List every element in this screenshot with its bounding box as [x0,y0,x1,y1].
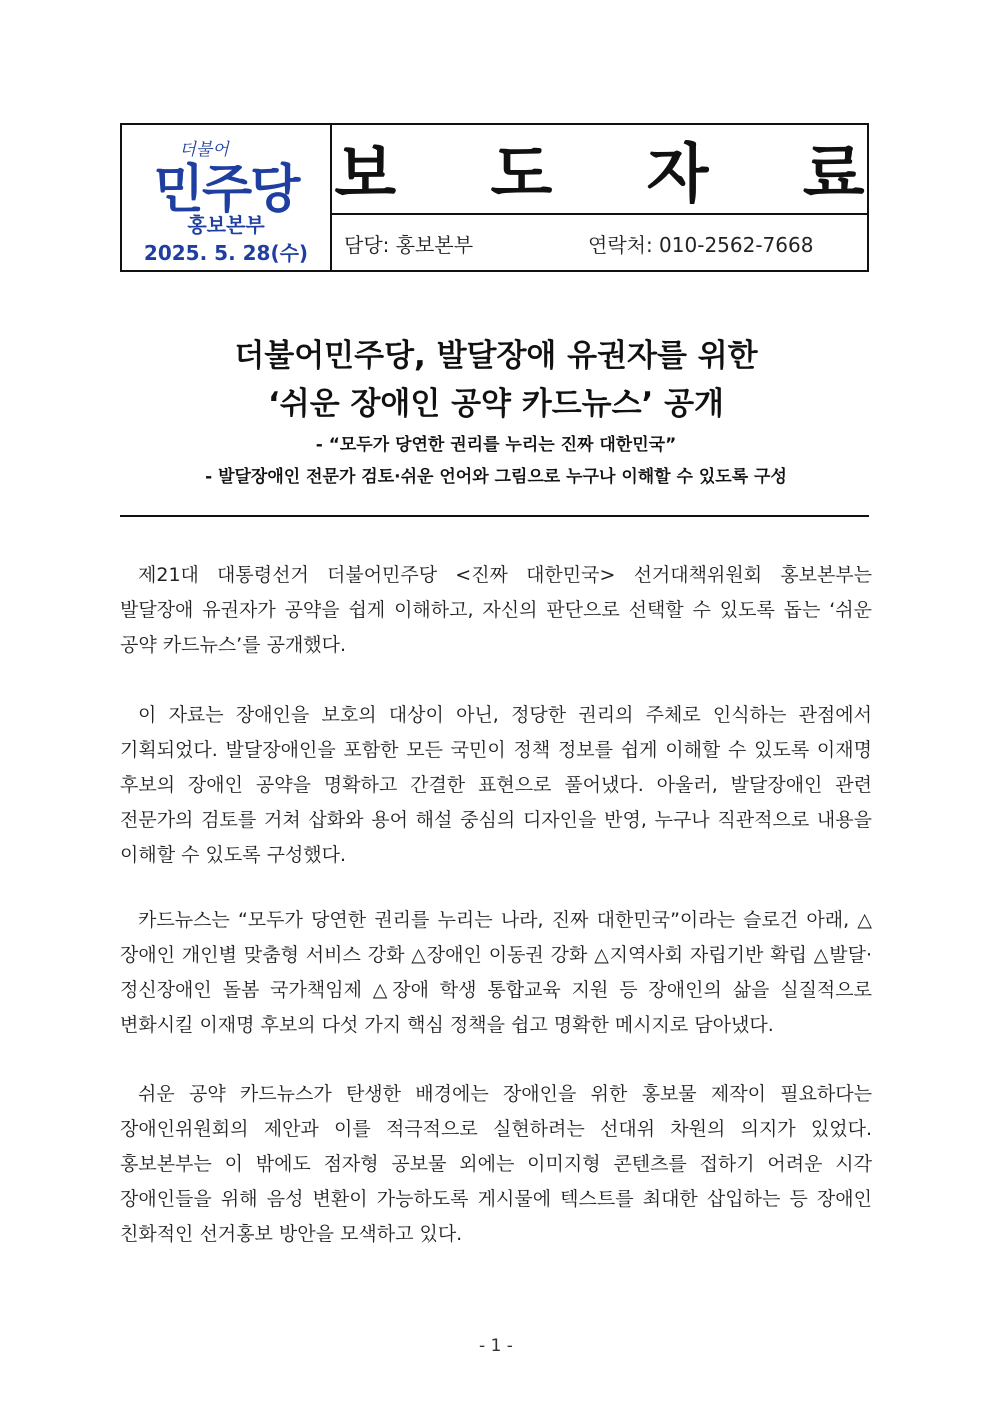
department-label: 홍보본부 [187,213,265,237]
body-paragraph-1: 제21대 대통령선거 더불어민주당 <진짜 대한민국> 선거대책위원회 홍보본부는 발달장애 유권자가 공약을 쉽게 이해하고, 자신의 판단으로 선택할 수 있도록 돕는 ‘쉬운 공약 카드뉴스’를 공개했다. [120,564,872,656]
press-release-title: 보 도 자 료 [334,138,901,212]
headline-line-2: ‘쉬운 장애인 공약 카드뉴스’ 공개 [267,386,725,422]
divider-line [120,515,869,517]
contact-cell [332,215,867,270]
party-logo-cell [122,125,332,270]
press-title-cell [332,125,901,215]
press-header-box [120,123,901,272]
contact-phone: 연락처: 010-2562-7668 [588,233,814,257]
body-paragraph-4: 쉬운 공약 카드뉴스가 탄생한 배경에는 장애인을 위한 홍보물 제작이 필요하다는 장애인위원회의 제안과 이를 적극적으로 실현하려는 선대위 차원의 의지가 있었다. 홍보본부는 이 밖에도 점자형 공보물 외에는 이미지형 콘텐츠를 접하기 어려운 시각 장애인들을 위해 음성 변환이 가능하도록 게시물에 텍스트를 최대한 삽입하는 등 장애인 친화적인 선거홍보 방안을 모색하고 있다. [120,1083,872,1245]
subtitle-2: - 발달장애인 전문가 검토·쉬운 언어와 그림으로 누구나 이해할 수 있도록 구성 [205,467,787,487]
body-paragraph-3: 카드뉴스는 “모두가 당연한 권리를 누리는 나라, 진짜 대한민국”이라는 슬로건 아래, △장애인 개인별 맞춤형 서비스 강화 △장애인 이동권 강화 △지역사회 자립기반 확립 △발달·정신장애인 돌봄 국가책임제 △장애 학생 통합교육 지원 등 장애인의 삶을 실질적으로 변화시킬 이재명 후보의 다섯 가지 핵심 정책을 쉽고 명확한 메시지로 담아냈다. [120,909,872,1036]
contact-manager: 담당: 홍보본부 [344,233,474,257]
party-logo: 민주당 [153,160,299,220]
body-paragraph-2: 이 자료는 장애인을 보호의 대상이 아닌, 정당한 권리의 주체로 인식하는 관점에서 기획되었다. 발달장애인을 포함한 모든 국민이 정책 정보를 쉽게 이해할 수 있도록 이재명 후보의 장애인 공약을 명확하고 간결한 표현으로 풀어냈다. 아울러, 발달장애인 관련 전문가의 검토를 거쳐 삽화와 용어 해설 중심의 디자인을 반영, 누구나 직관적으로 내용을 이해할 수 있도록 구성했다. [120,704,872,866]
release-date: 2025. 5. 28(수) [143,241,309,265]
page-number: - 1 - [479,1336,513,1356]
subtitle-1: - “모두가 당연한 권리를 누리는 진짜 대한민국” [315,435,677,455]
logo-script-text: 더불어 [179,140,229,160]
headline-line-1: 더불어민주당, 발달장애 유권자를 위한 [234,338,758,374]
